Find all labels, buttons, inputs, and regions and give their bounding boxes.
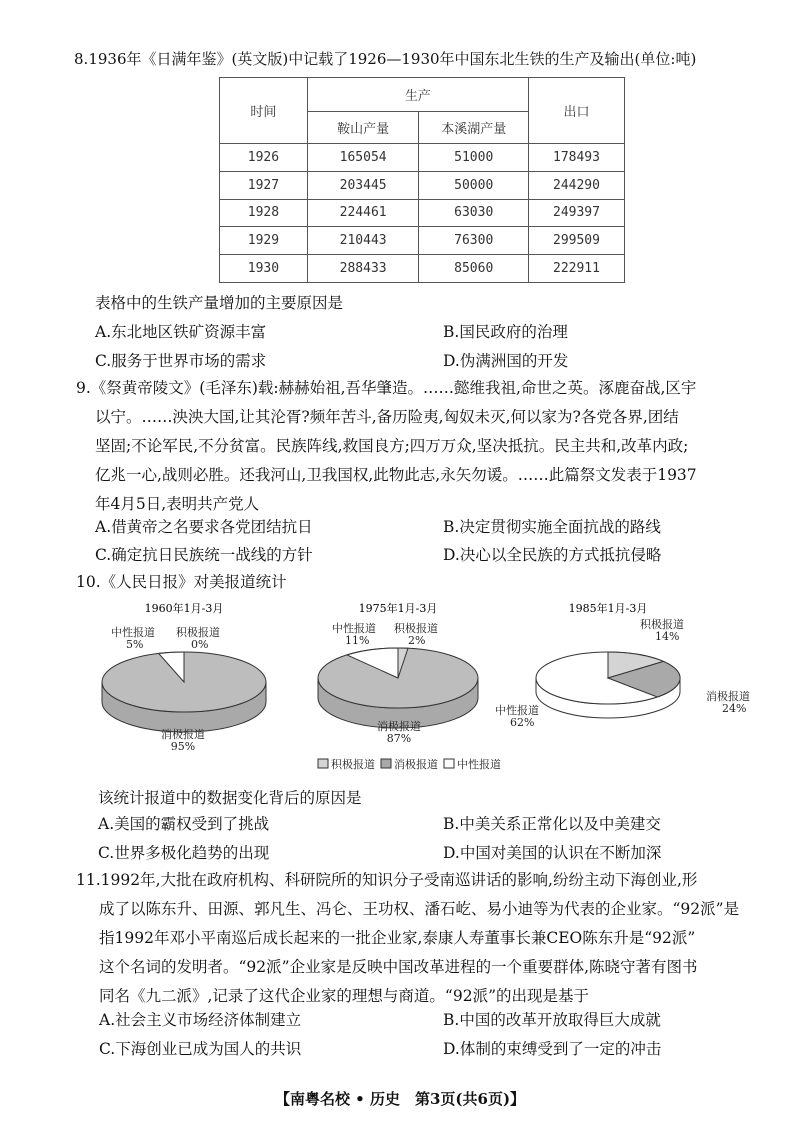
q11-line-5: 同名《九二派》,记录了这代企业家的理想与商道。“92派”的出现是基于	[99, 987, 590, 1005]
label-neutral-1975: 中性报道	[332, 622, 376, 635]
q9-line-3: 坚固;不论军民,不分贫富。民族阵线,救国良方;四万万众,坚决抵抗。民主共和,改革内政;	[95, 437, 689, 455]
q8-option-b: B.国民政府的治理	[443, 323, 568, 341]
table-row: 1930 288433 85060 222911	[220, 255, 625, 283]
report-pie-charts	[0, 590, 800, 790]
label-neutral-1960: 中性报道	[111, 626, 155, 639]
q11-option-b: B.中国的改革开放取得巨大成就	[443, 1011, 661, 1029]
q11-option-c: C.下海创业已成为国人的共识	[99, 1040, 302, 1058]
q9-option-c: C.确定抗日民族统一战线的方针	[95, 546, 313, 564]
label-positive-1975: 积极报道	[394, 622, 438, 635]
q9-option-d: D.决心以全民族的方式抵抗侵略	[443, 546, 662, 564]
table-row: 1929 210443 76300 299509	[220, 227, 625, 255]
header-anshan: 鞍山产量	[307, 112, 419, 144]
page-footer: 【南粤名校 • 历史 第3页(共6页)】	[274, 1090, 526, 1108]
q8-option-c: C.服务于世界市场的需求	[95, 352, 267, 370]
table-row: 1928 224461 63030 249397	[220, 199, 625, 227]
q9-option-a: A.借黄帝之名要求各党团结抗日	[95, 518, 313, 536]
q11-option-a: A.社会主义市场经济体制建立	[99, 1011, 302, 1029]
q11-line-4: 这个名词的发明者。“92派”企业家是反映中国改革进程的一个重要群体,陈晓守著有图书	[99, 958, 698, 976]
q10-option-a: A.美国的霸权受到了挑战	[98, 815, 270, 833]
value-neutral-1975: 11%	[345, 634, 370, 647]
pie-chart-1985	[495, 601, 750, 729]
q10-stem: 10.《人民日报》对美报道统计	[76, 573, 287, 591]
table-row: 1926 165054 51000 178493	[220, 144, 625, 172]
q9-option-b: B.决定贯彻实施全面抗战的路线	[443, 518, 661, 536]
value-neutral-1960: 5%	[126, 638, 144, 651]
q11-option-d: D.体制的束缚受到了一定的冲击	[443, 1040, 662, 1058]
q10-option-d: D.中国对美国的认识在不断加深	[443, 844, 662, 862]
q8-question: 表格中的生铁产量增加的主要原因是	[95, 294, 344, 312]
chart-title-1985: 1985年1月-3月	[568, 602, 648, 615]
header-time: 时间	[220, 78, 308, 144]
header-benxihu: 本溪湖产量	[419, 112, 529, 144]
pie-chart-1960	[102, 601, 266, 753]
table-row: 1927 203445 50000 244290	[220, 171, 625, 199]
legend-positive: 积极报道	[331, 758, 375, 771]
header-production: 生产	[307, 78, 528, 112]
pie-chart-1975	[318, 601, 478, 745]
chart-legend	[318, 757, 501, 771]
q10-option-b: B.中美关系正常化以及中美建交	[443, 815, 661, 833]
q8-option-d: D.伪满洲国的开发	[443, 352, 569, 370]
chart-title-1975: 1975年1月-3月	[358, 602, 438, 615]
legend-swatch-neutral	[444, 759, 454, 768]
q11-line-3: 指1992年邓小平南巡后成长起来的一批企业家,泰康人寿董事长兼CEO陈东升是“92派”	[99, 929, 696, 947]
label-positive-1960: 积极报道	[176, 626, 220, 639]
q9-line-2: 以宁。……泱泱大国,让其沦胥?频年苦斗,备历险夷,匈奴未灭,何以家为?各党各界,团结	[95, 408, 679, 426]
header-export: 出口	[528, 78, 624, 144]
q9-line-5: 年4月5日,表明共产党人	[95, 495, 260, 513]
legend-swatch-positive	[318, 759, 328, 768]
q10-question: 该统计报道中的数据变化背后的原因是	[98, 789, 362, 807]
chart-title-1960: 1960年1月-3月	[144, 602, 224, 615]
label-negative-1960: 消极报道	[161, 728, 205, 741]
value-positive-1985: 14%	[655, 630, 680, 643]
q9-line-4: 亿兆一心,战则必胜。还我河山,卫我国权,此物此志,永矢勿谖。……此篇祭文发表于1937	[95, 466, 697, 484]
value-negative-1960: 95%	[170, 740, 196, 753]
label-neutral-1985: 中性报道	[495, 704, 539, 717]
value-positive-1960: 0%	[191, 638, 209, 651]
value-negative-1975: 87%	[386, 732, 412, 745]
q11-line-2: 成了以陈东升、田源、郭凡生、冯仑、王功权、潘石屹、易小迪等为代表的企业家。“92派”是	[99, 900, 740, 918]
value-positive-1975: 2%	[408, 634, 426, 647]
q9-line-1: 9.《祭黄帝陵文》(毛泽东)载:赫赫始祖,吾华肇造。……懿维我祖,命世之英。涿鹿奋战,区宇	[76, 379, 697, 397]
q11-line-1: 11.1992年,大批在政府机构、科研院所的知识分子受南巡讲话的影响,纷纷主动下海创业,形	[76, 871, 698, 889]
q8-option-a: A.东北地区铁矿资源丰富	[95, 323, 267, 341]
label-negative-1975: 消极报道	[377, 720, 421, 733]
legend-negative: 消极报道	[394, 758, 438, 771]
value-negative-1985: 24%	[722, 702, 747, 715]
legend-swatch-negative	[381, 759, 391, 768]
value-neutral-1985: 62%	[510, 716, 535, 729]
legend-neutral: 中性报道	[457, 758, 501, 771]
label-negative-1985: 消极报道	[706, 690, 750, 703]
q8-stem: 8.1936年《日满年鉴》(英文版)中记载了1926—1930年中国东北生铁的生产及输出(单位:吨)	[74, 50, 697, 68]
q10-option-c: C.世界多极化趋势的出现	[98, 844, 270, 862]
label-positive-1985: 积极报道	[640, 618, 684, 631]
iron-production-table	[219, 77, 625, 283]
